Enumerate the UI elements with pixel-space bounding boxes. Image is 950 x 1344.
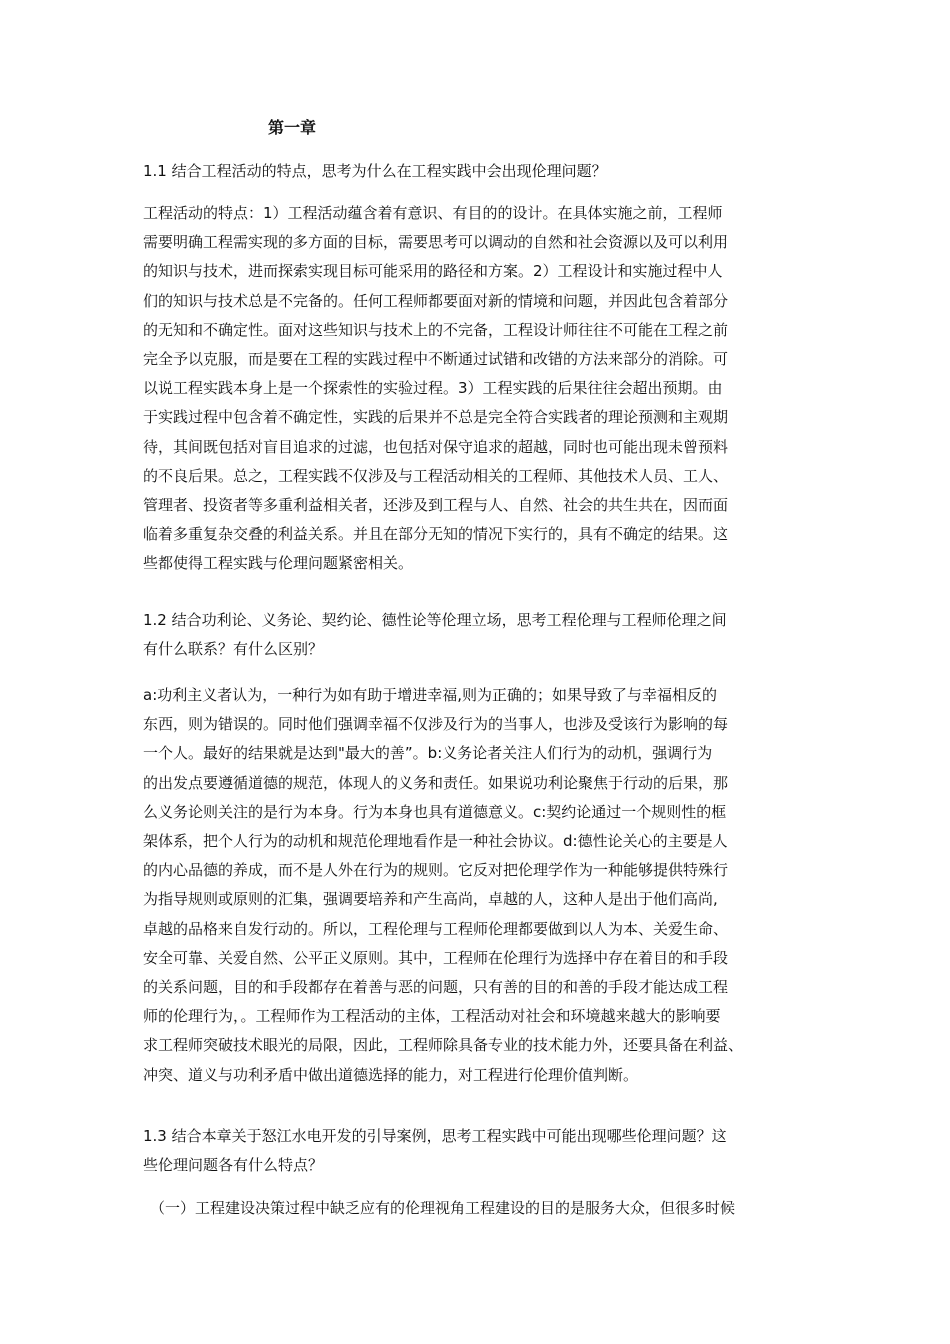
- answer-1-1: [143, 199, 823, 579]
- question-line: 1.3 结合本章关于怒江水电开发的引导案例，思考工程实践中可能出现哪些伦理问题？这: [143, 1127, 727, 1145]
- answer-line: 的内心品德的养成，而不是人外在行为的规则。它反对把伦理学作为一种能够提供特殊行: [143, 861, 729, 880]
- question-1-2: [143, 606, 823, 664]
- answer-line: 卓越的品格来自发行动的。所以，工程伦理与工程师伦理都要做到以人为本、关爱生命、: [143, 919, 729, 938]
- answer-line: 么义务论则关注的是行为本身。行为本身也具有道德意义。c:契约论通过一个规则性的框: [143, 802, 727, 821]
- answer-line: 们的知识与技术总是不完备的。任何工程师都要面对新的情境和问题，并因此包含着部分: [143, 291, 729, 310]
- answer-line: 一个人。最好的结果就是达到"最大的善”。b:义务论者关注人们行为的动机，强调行为: [143, 744, 713, 763]
- question-1-1: [143, 157, 823, 186]
- answer-line: 管理者、投资者等多重利益相关者，还涉及到工程与人、自然、社会的共生共在，因而面: [143, 496, 729, 515]
- answer-1-3: [150, 1194, 830, 1223]
- answer-line: 为指导规则或原则的汇集，强调要培养和产生高尚，卓越的人，这种人是出于他们高尚,: [143, 890, 718, 909]
- answer-line: 工程活动的特点：1）工程活动蕴含着有意识、有目的的设计。在具体实施之前，工程师: [143, 204, 723, 222]
- question-line: 有什么联系？有什么区别？: [143, 640, 324, 658]
- answer-line: 求工程师突破技术眼光的局限，因此，工程师除具备专业的技术能力外，还要具备在利益、: [143, 1036, 744, 1055]
- question-line: 1.1 结合工程活动的特点，思考为什么在工程实践中会出现伦理问题？: [143, 162, 607, 180]
- chapter-title: 第一章: [268, 118, 317, 137]
- answer-line: 师的伦理行为，。工程师作为工程活动的主体，工程活动对社会和环境越来越大的影响要: [143, 1007, 721, 1026]
- answer-line: （一）工程建设决策过程中缺乏应有的伦理视角工程建设的目的是服务大众，但很多时候: [150, 1199, 736, 1217]
- answer-line: 的关系问题，目的和手段都存在着善与恶的问题，只有善的目的和善的手段才能达成工程: [143, 978, 729, 997]
- answer-line: 的不良后果。总之，工程实践不仅涉及与工程活动相关的工程师、其他技术人员、工人、: [143, 466, 729, 485]
- answer-line: 完全予以克服，而是要在工程的实践过程中不断通过试错和改错的方法来部分的消除。可: [143, 350, 729, 369]
- answer-line: 冲突、道义与功利矛盾中做出道德选择的能力，对工程进行伦理价值判断。: [143, 1065, 639, 1084]
- answer-line: 安全可靠、关爱自然、公平正义原则。其中，工程师在伦理行为选择中存在着目的和手段: [143, 948, 729, 967]
- question-line: 些伦理问题各有什么特点？: [143, 1156, 324, 1174]
- answer-1-2: [143, 681, 823, 1090]
- question-line: 1.2 结合功利论、义务论、契约论、德性论等伦理立场，思考工程伦理与工程师伦理之间: [143, 611, 727, 629]
- answer-line: 于实践过程中包含着不确定性，实践的后果并不总是完全符合实践者的理论预测和主观期: [143, 408, 729, 427]
- answer-line: 些都使得工程实践与伦理问题紧密相关。: [143, 554, 414, 573]
- answer-line: 东西，则为错误的。同时他们强调幸福不仅涉及行为的当事人，也涉及受该行为影响的每: [143, 715, 729, 734]
- answer-line: 架体系，把个人行为的动机和规范伦理地看作是一种社会协议。d:德性论关心的主要是人: [143, 832, 728, 851]
- answer-line: 以说工程实践本身上是一个探索性的实验过程。3）工程实践的后果往往会超出预期。由: [143, 379, 723, 398]
- answer-line: 待，其间既包括对盲目追求的过滤，也包括对保守追求的超越，同时也可能出现未曾预料: [143, 437, 729, 456]
- answer-line: 的无知和不确定性。面对这些知识与技术上的不完备，工程设计师往往不可能在工程之前: [143, 320, 729, 339]
- answer-line: 临着多重复杂交叠的利益关系。并且在部分无知的情况下实行的，具有不确定的结果。这: [143, 525, 729, 544]
- question-1-3: [143, 1122, 823, 1180]
- answer-line: 的知识与技术，进而探索实现目标可能采用的路径和方案。2）工程设计和实施过程中人: [143, 262, 723, 281]
- answer-line: 的出发点要遵循道德的规范，体现人的义务和责任。如果说功利论聚焦于行动的后果，那: [143, 773, 729, 792]
- answer-line: a:功利主义者认为，一种行为如有助于增进幸福,则为正确的；如果导致了与幸福相反的: [143, 686, 718, 704]
- answer-line: 需要明确工程需实现的多方面的目标，需要思考可以调动的自然和社会资源以及可以利用: [143, 233, 729, 252]
